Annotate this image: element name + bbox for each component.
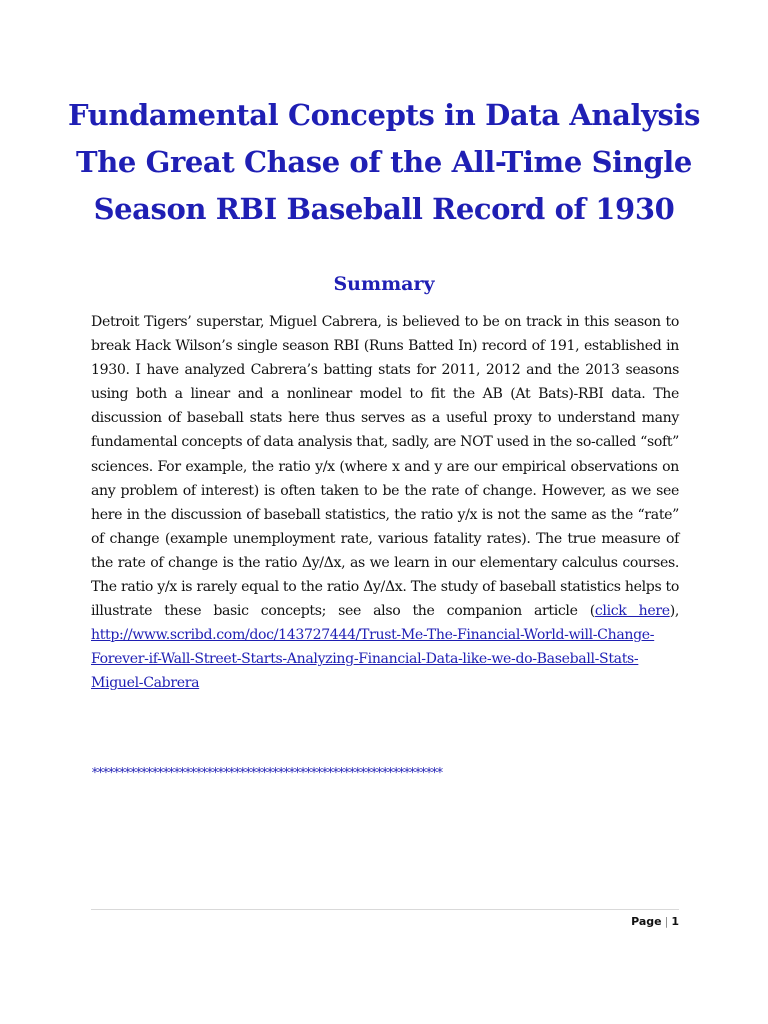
page-number: 1: [671, 915, 679, 928]
page-number-footer: [631, 914, 679, 930]
companion-article-link[interactable]: http://www.scribd.com/doc/143727444/Trust-Me-The-Financial-World-will-Change-Forever-if-Wall-Street-Starts-Analyzing-Financial-Data-like-we-do-Baseball-Stats-Miguel-Cabrera: [91, 627, 655, 692]
page-separator: |: [664, 915, 669, 928]
summary-paragraph: [91, 310, 679, 696]
footer-divider: [91, 909, 679, 910]
title-line-2: The Great Chase of the All-Time Single: [76, 145, 692, 179]
click-here-link[interactable]: click here: [594, 603, 670, 620]
title-line-3: Season RBI Baseball Record of 1930: [93, 192, 675, 226]
paragraph-text-between-links: ),: [669, 603, 679, 620]
asterisk-separator: ****************************************************************: [91, 766, 442, 781]
document-title: [40, 92, 728, 233]
title-line-1: Fundamental Concepts in Data Analysis: [67, 98, 701, 132]
paragraph-text: Detroit Tigers’ superstar, Miguel Cabrera, is believed to be on track in this season to break Hack Wilson’s single season RBI (Runs Batted In) record of 191, established in 1930. I have analyzed Cabrera’s batting stats for 2011, 2012 and the 2013 seasons using both a linear and a nonlinear model to fit the AB (At Bats)-RBI data. The discussion of baseball stats here thus serves as a useful proxy to understand many fundamental concepts of data analysis that, sadly, are NOT used in the so-called “soft” sciences. For example, the ratio y/x (where x and y are our empirical observations on any problem of interest) is often taken to be the rate of change. However, as we see here in the discussion of baseball statistics, the ratio y/x is not the same as the “rate” of change (example unemployment rate, various fatality rates). The true measure of the rate of change is the ratio Δy/Δx, as we learn in our elementary calculus courses. The ratio y/x is rarely equal to the ratio Δy/Δx. The study of baseball statistics helps to illustrate these basic concepts; see also the companion article (: [91, 314, 679, 620]
page-label: Page: [631, 915, 662, 928]
summary-heading: Summary: [333, 273, 435, 295]
